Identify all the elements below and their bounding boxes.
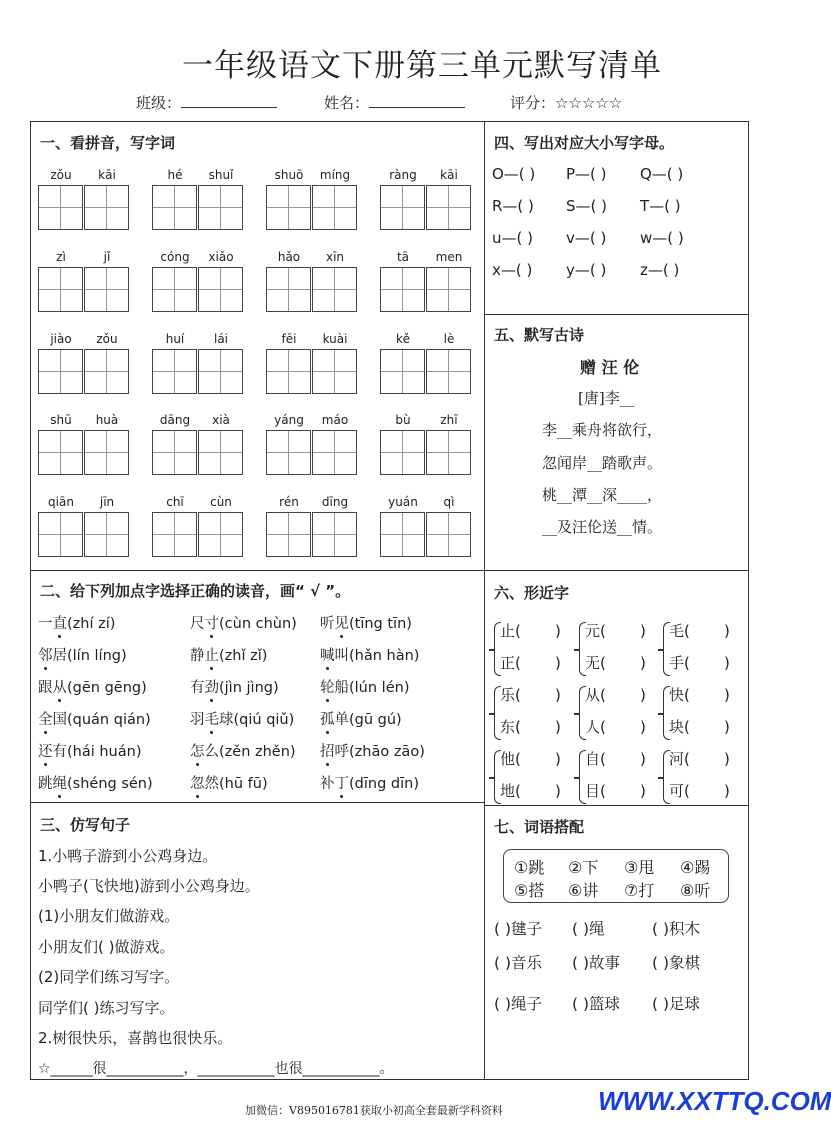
similar-char: 河(: [669, 750, 690, 768]
dotted-character: 直: [53, 612, 68, 633]
dotted-character: 招: [320, 740, 335, 761]
pinyin-choices: (shéng sén): [67, 776, 153, 792]
option: ④踢: [680, 858, 711, 877]
similar-char-item[interactable]: [585, 780, 646, 801]
item-prefix: 尺: [190, 616, 205, 632]
matching-blank[interactable]: ( )象棋: [652, 954, 701, 972]
tianzige-box[interactable]: [152, 430, 197, 475]
similar-char: 快(: [669, 686, 690, 704]
pinyin-label: ràng: [389, 168, 417, 182]
tianzige-box[interactable]: [312, 185, 357, 230]
tianzige-box[interactable]: [426, 430, 471, 475]
dotted-character: 绳: [53, 772, 68, 793]
close-paren: ): [555, 686, 561, 704]
similar-char: 手(: [669, 654, 690, 672]
pinyin-label: qiān: [48, 495, 74, 509]
pinyin-label: jǐ: [103, 250, 111, 264]
divider-s2: [30, 802, 484, 803]
similar-char-item[interactable]: [669, 684, 730, 705]
item-prefix: 跳: [38, 776, 53, 792]
tianzige-box[interactable]: [380, 430, 425, 475]
section-5-title: 五、默写古诗: [494, 326, 585, 344]
pinyin-label: zì: [56, 250, 66, 264]
matching-blank[interactable]: ( )故事: [572, 954, 621, 972]
tianzige-box[interactable]: [198, 267, 243, 312]
pinyin-label: míng: [319, 168, 351, 182]
pinyin-choices: 叫(hǎn hàn): [334, 648, 420, 664]
similar-char-item[interactable]: [500, 620, 561, 641]
divider-s5: [484, 570, 749, 571]
similar-char: 目(: [585, 782, 606, 800]
close-paren: ): [724, 782, 730, 800]
pinyin-label: shuō: [274, 168, 304, 182]
pinyin-label: men: [435, 250, 463, 264]
verb-options-box: [503, 849, 729, 903]
close-paren: ): [724, 654, 730, 672]
pronunciation-item[interactable]: [320, 740, 425, 761]
pronunciation-item[interactable]: [38, 740, 141, 761]
similar-char-item[interactable]: [585, 684, 646, 705]
tianzige-box[interactable]: [426, 349, 471, 394]
dotted-character: 怎: [190, 740, 205, 761]
letter-pair[interactable]: T—( ): [640, 197, 681, 215]
pinyin-label: huà: [95, 413, 119, 427]
item-prefix: 听: [320, 616, 335, 632]
page-title: 一年级语文下册第三单元默写清单: [182, 48, 662, 84]
pinyin-label: jīn: [99, 495, 115, 509]
option: ①跳: [514, 858, 545, 877]
similar-char: 地(: [500, 782, 521, 800]
similar-char-item[interactable]: [500, 748, 561, 769]
section-4-title: 四、写出对应大小写字母。: [494, 134, 675, 152]
tianzige-box[interactable]: [198, 349, 243, 394]
pinyin-choices: 呼(zhāo zāo): [334, 744, 425, 760]
matching-blank[interactable]: ( )积木: [652, 920, 701, 938]
dotted-character: 全: [38, 708, 53, 729]
pronunciation-item[interactable]: [38, 612, 115, 633]
footer-note: 加微信：V895016781获取小初高全套最新学科资料: [245, 1104, 503, 1117]
similar-char: 元(: [585, 622, 606, 640]
close-paren: ): [640, 622, 646, 640]
pinyin-label: máo: [321, 413, 349, 427]
pronunciation-item[interactable]: [190, 708, 294, 729]
tianzige-box[interactable]: [198, 512, 243, 557]
tianzige-box[interactable]: [266, 349, 311, 394]
similar-char-item[interactable]: [500, 652, 561, 673]
tianzige-box[interactable]: [84, 185, 129, 230]
letter-pair[interactable]: O—( ): [492, 165, 536, 183]
pinyin-label: rén: [279, 495, 299, 509]
tianzige-box[interactable]: [38, 430, 83, 475]
similar-char: 止(: [500, 622, 521, 640]
section-6-title: 六、形近字: [494, 584, 570, 602]
option: ③甩: [624, 858, 655, 877]
item-prefix: 羽: [190, 712, 205, 728]
pronunciation-item[interactable]: [190, 612, 297, 633]
pinyin-label: zǒu: [50, 168, 72, 182]
pinyin-label: xīn: [325, 250, 345, 264]
tianzige-box[interactable]: [266, 267, 311, 312]
similar-char: 乐(: [500, 686, 521, 704]
pinyin-choices: 国(quán qián): [52, 712, 151, 728]
similar-char: 正(: [500, 654, 521, 672]
similar-char-item[interactable]: [585, 652, 646, 673]
close-paren: ): [640, 654, 646, 672]
dotted-character: 寸: [205, 612, 220, 633]
pronunciation-item[interactable]: [190, 740, 296, 761]
similar-char-item[interactable]: [500, 780, 561, 801]
similar-char-item[interactable]: [500, 716, 561, 737]
tianzige-box[interactable]: [198, 430, 243, 475]
pinyin-choices: (tīng tīn): [349, 616, 412, 632]
tianzige-box[interactable]: [426, 267, 471, 312]
similar-char-item[interactable]: [669, 620, 730, 641]
section-1-title: 一、看拼音，写字词: [40, 134, 176, 152]
similar-char-item[interactable]: [669, 780, 730, 801]
tianzige-box[interactable]: [426, 512, 471, 557]
pinyin-label: shuǐ: [208, 168, 234, 182]
pinyin-choices: 有(hái huán): [52, 744, 142, 760]
tianzige-box[interactable]: [84, 349, 129, 394]
close-paren: ): [724, 718, 730, 736]
letter-pair[interactable]: u—( ): [492, 229, 533, 247]
tianzige-box[interactable]: [38, 349, 83, 394]
poem-line[interactable]: 忽闻岸__踏歌声。: [542, 454, 663, 472]
pronunciation-item[interactable]: [320, 772, 419, 793]
pinyin-choices: (gēn gēng): [67, 680, 147, 696]
score-label: 评分：☆☆☆☆☆: [510, 94, 623, 112]
pinyin-label: zǒu: [96, 332, 118, 346]
option: ②下: [568, 858, 599, 877]
pronunciation-item[interactable]: [38, 676, 147, 697]
close-paren: ): [555, 622, 561, 640]
name-field[interactable]: [324, 92, 465, 113]
tianzige-box[interactable]: [380, 349, 425, 394]
s3-line: 2.树很快乐，喜鹊也很快乐。: [38, 1029, 233, 1047]
close-paren: ): [724, 750, 730, 768]
matching-blank[interactable]: ( )绳子: [494, 995, 543, 1013]
close-paren: ): [555, 718, 561, 736]
dotted-character: 邻: [38, 644, 53, 665]
s3-line[interactable]: 小朋友们( )做游戏。: [38, 938, 175, 956]
pinyin-label: zhī: [440, 413, 458, 427]
s3-line: (2)同学们练习写字。: [38, 968, 180, 986]
similar-char: 毛(: [669, 622, 690, 640]
matching-blank[interactable]: ( )绳: [572, 920, 605, 938]
pinyin-choices: 船(lún lén): [334, 680, 410, 696]
poem-author[interactable]: [唐]李__: [578, 389, 635, 407]
tianzige-box[interactable]: [426, 185, 471, 230]
dotted-character: 丁: [335, 772, 350, 793]
option: ⑤搭: [514, 881, 545, 900]
tianzige-box[interactable]: [152, 512, 197, 557]
option: ⑦打: [624, 881, 655, 900]
pinyin-label: yáng: [274, 413, 304, 427]
matching-blank[interactable]: ( )音乐: [494, 954, 543, 972]
similar-char-item[interactable]: [669, 716, 730, 737]
pronunciation-item[interactable]: [38, 772, 153, 793]
similar-char: 无(: [585, 654, 606, 672]
similar-char: 块(: [669, 718, 690, 736]
letter-pair[interactable]: P—( ): [566, 165, 607, 183]
tianzige-box[interactable]: [152, 349, 197, 394]
poem-line[interactable]: __及汪伦送__情。: [542, 518, 663, 536]
divider-s4: [484, 314, 749, 315]
pinyin-label: lè: [443, 332, 455, 346]
section-2-title: 二、给下列加点字选择正确的读音，画“ √ ”。: [40, 582, 351, 600]
similar-char-item[interactable]: [669, 652, 730, 673]
pronunciation-item[interactable]: [190, 772, 268, 793]
item-prefix: 跟: [38, 680, 53, 696]
pinyin-label: lái: [213, 332, 229, 346]
s3-line: 小鸭子(飞快地)游到小公鸡身边。: [38, 877, 260, 895]
similar-char: 人(: [585, 718, 606, 736]
pronunciation-item[interactable]: [320, 644, 419, 665]
pinyin-label: qì: [443, 495, 455, 509]
tianzige-box[interactable]: [312, 349, 357, 394]
close-paren: ): [724, 686, 730, 704]
letter-pair[interactable]: S—( ): [566, 197, 607, 215]
pronunciation-item[interactable]: [38, 708, 151, 729]
similar-char: 从(: [585, 686, 606, 704]
pronunciation-item[interactable]: [320, 676, 409, 697]
close-paren: ): [640, 750, 646, 768]
poem-line[interactable]: 桃__潭__深____，: [542, 486, 663, 504]
matching-blank[interactable]: ( )足球: [652, 995, 701, 1013]
s3-line: 1.小鸭子游到小公鸡身边。: [38, 847, 218, 865]
pinyin-label: xiǎo: [208, 250, 234, 264]
similar-char-item[interactable]: [585, 716, 646, 737]
letter-pair[interactable]: y—( ): [566, 261, 607, 279]
pinyin-label: kāi: [440, 168, 458, 182]
similar-char: 可(: [669, 782, 690, 800]
tianzige-box[interactable]: [38, 185, 83, 230]
pinyin-choices: (zhí zí): [67, 616, 116, 632]
letter-pair[interactable]: v—( ): [566, 229, 607, 247]
column-divider: [484, 121, 485, 1080]
tianzige-box[interactable]: [266, 185, 311, 230]
section-3-title: 三、仿写句子: [40, 816, 131, 834]
dotted-character: 从: [53, 676, 68, 697]
close-paren: ): [555, 750, 561, 768]
tianzige-box[interactable]: [38, 512, 83, 557]
tianzige-box[interactable]: [266, 512, 311, 557]
close-paren: ): [555, 782, 561, 800]
tianzige-box[interactable]: [84, 430, 129, 475]
item-prefix: 补: [320, 776, 335, 792]
dotted-character: 忽: [190, 772, 205, 793]
pinyin-label: dīng: [321, 495, 349, 509]
tianzige-box[interactable]: [198, 185, 243, 230]
tianzige-box[interactable]: [312, 430, 357, 475]
item-prefix: 有: [190, 680, 205, 696]
similar-char: 自(: [585, 750, 606, 768]
tianzige-box[interactable]: [266, 430, 311, 475]
pinyin-label: fēi: [281, 332, 297, 346]
pinyin-choices: (dīng dīn): [349, 776, 419, 792]
pinyin-label: bù: [395, 413, 411, 427]
tianzige-box[interactable]: [380, 267, 425, 312]
item-prefix: 一: [38, 616, 53, 632]
close-paren: ): [640, 782, 646, 800]
pinyin-choices: 么(zěn zhěn): [204, 744, 296, 760]
tianzige-box[interactable]: [152, 185, 197, 230]
similar-char-item[interactable]: [669, 748, 730, 769]
pinyin-label: shū: [50, 413, 72, 427]
letter-pair[interactable]: w—( ): [640, 229, 684, 247]
close-paren: ): [724, 622, 730, 640]
tianzige-box[interactable]: [38, 267, 83, 312]
pinyin-choices: 单(gū gú): [334, 712, 402, 728]
pronunciation-item[interactable]: [320, 708, 402, 729]
option: ⑥讲: [568, 881, 599, 900]
dotted-character: 见: [335, 612, 350, 633]
s3-line[interactable]: ☆______很___________，___________也很___________。: [38, 1061, 394, 1077]
divider-s6: [484, 805, 749, 806]
pinyin-label: kuài: [322, 332, 348, 346]
tianzige-box[interactable]: [380, 512, 425, 557]
similar-char-item[interactable]: [585, 748, 646, 769]
pinyin-label: dāng: [159, 413, 191, 427]
pinyin-label: jiào: [50, 332, 72, 346]
option: ⑧听: [680, 881, 711, 900]
section-7-title: 七、词语搭配: [494, 818, 585, 836]
brand-watermark: WWW.XXTTQ.COM: [598, 1086, 831, 1116]
pronunciation-item[interactable]: [190, 676, 279, 697]
pinyin-label: xià: [212, 413, 230, 427]
class-label: 班级：: [136, 94, 182, 112]
s3-line[interactable]: 同学们( )练习写字。: [38, 999, 175, 1017]
tianzige-box[interactable]: [380, 185, 425, 230]
pinyin-label: huí: [165, 332, 185, 346]
item-prefix: 静: [190, 648, 205, 664]
poem-line[interactable]: 李__乘舟将欲行，: [542, 421, 663, 439]
matching-blank[interactable]: ( )毽子: [494, 920, 543, 938]
divider-s1: [30, 570, 484, 571]
letter-pair[interactable]: R—( ): [492, 197, 534, 215]
pronunciation-item[interactable]: [320, 612, 412, 633]
dotted-character: 止: [205, 644, 220, 665]
pronunciation-item[interactable]: [38, 644, 127, 665]
dotted-character: 毛: [205, 708, 220, 729]
dotted-character: 喊: [320, 644, 335, 665]
tianzige-box[interactable]: [312, 267, 357, 312]
letter-pair[interactable]: z—( ): [640, 261, 680, 279]
pinyin-choices: 居(lín líng): [52, 648, 127, 664]
dotted-character: 劲: [205, 676, 220, 697]
s3-line: (1)小朋友们做游戏。: [38, 907, 180, 925]
pinyin-choices: 球(qiú qiǔ): [219, 712, 295, 728]
tianzige-box[interactable]: [312, 512, 357, 557]
pinyin-label: cùn: [210, 495, 232, 509]
pinyin-label: kě: [396, 332, 410, 346]
pinyin-label: hǎo: [277, 250, 301, 264]
pinyin-label: tā: [396, 250, 410, 264]
letter-pair[interactable]: x—( ): [492, 261, 533, 279]
pinyin-choices: (cùn chùn): [219, 616, 297, 632]
similar-char: 东(: [500, 718, 521, 736]
tianzige-box[interactable]: [84, 267, 129, 312]
pinyin-label: cóng: [160, 250, 190, 264]
close-paren: ): [640, 686, 646, 704]
letter-pair[interactable]: Q—( ): [640, 165, 684, 183]
name-label: 姓名：: [324, 94, 370, 112]
similar-char-item[interactable]: [500, 684, 561, 705]
pinyin-choices: (zhǐ zǐ): [219, 648, 268, 664]
dotted-character: 还: [38, 740, 53, 761]
similar-char: 他(: [500, 750, 521, 768]
close-paren: ): [640, 718, 646, 736]
pinyin-label: chī: [166, 495, 184, 509]
tianzige-box[interactable]: [84, 512, 129, 557]
pinyin-label: hé: [167, 168, 183, 182]
pinyin-label: kāi: [98, 168, 116, 182]
pinyin-choices: (jìn jìng): [219, 680, 279, 696]
pinyin-label: yuán: [388, 495, 418, 509]
matching-blank[interactable]: ( )篮球: [572, 995, 621, 1013]
similar-char-item[interactable]: [585, 620, 646, 641]
dotted-character: 孤: [320, 708, 335, 729]
dotted-character: 轮: [320, 676, 335, 697]
poem-title: 赠 汪 伦: [580, 358, 640, 377]
pronunciation-item[interactable]: [190, 644, 267, 665]
class-field[interactable]: [136, 92, 277, 113]
pinyin-choices: 然(hū fū): [204, 776, 268, 792]
close-paren: ): [555, 654, 561, 672]
tianzige-box[interactable]: [152, 267, 197, 312]
